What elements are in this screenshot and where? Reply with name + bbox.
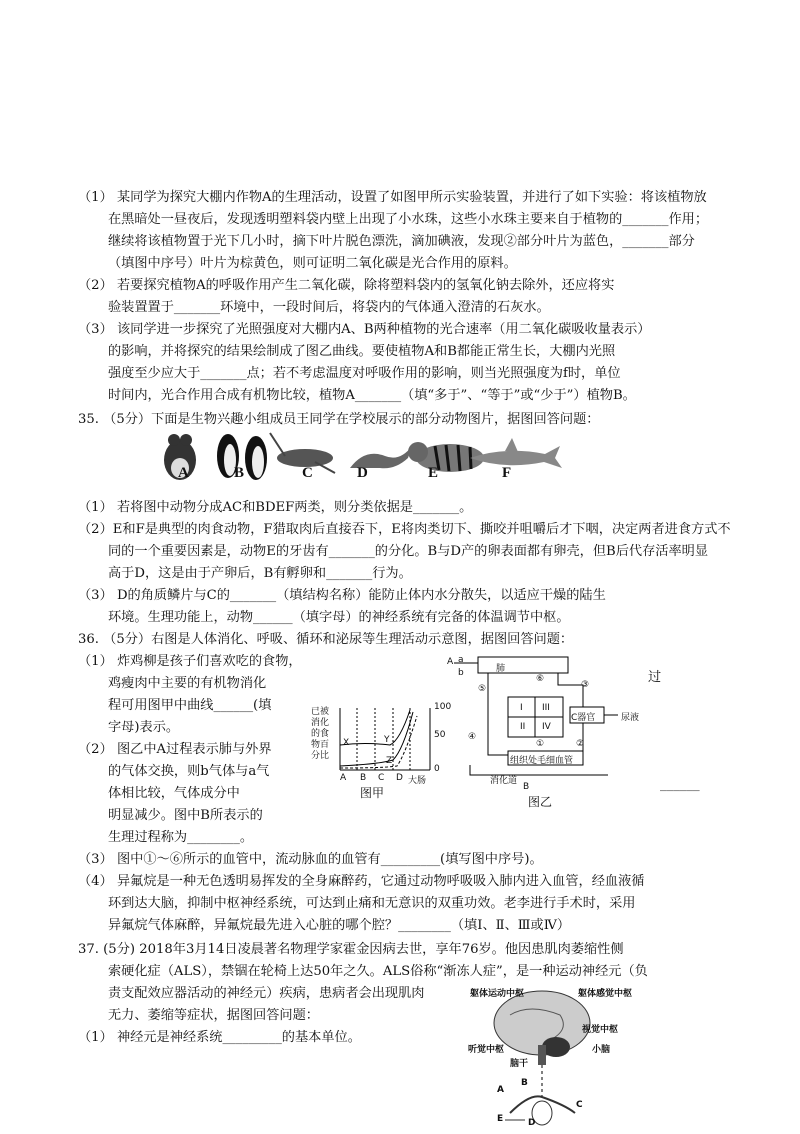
curve-z: Z xyxy=(386,756,393,766)
urine-label: 尿液 xyxy=(621,713,640,723)
vessel-2: ② xyxy=(576,739,585,749)
animal-label-b: B xyxy=(234,465,245,481)
q36-p3: （3） 图中①～⑥所示的血管中，流动脉血的血管有_________(填写图中序号)。 xyxy=(78,852,543,867)
cerebellum-label: 小脑 xyxy=(592,1045,611,1055)
nervous-system-figure xyxy=(470,985,620,1130)
q36-p2-line5: 生理过程称为________。 xyxy=(108,830,254,845)
capillary-label: 组织处毛细血管 xyxy=(510,756,574,766)
animal-label-f: F xyxy=(502,465,512,481)
q36-blank-right: ______ xyxy=(660,777,700,792)
reflex-letter-e: E xyxy=(497,1114,504,1124)
q36-p2-line3: 体相比较，气体成分中 xyxy=(108,786,240,801)
q34-p3-line1: （3） 该同学进一步探究了光照强度对大棚内A、B两种植物的光合速率（用二氧化碳吸收量表示） xyxy=(78,322,651,337)
q36-p2-line2: 的气体交换，则b气体与a气 xyxy=(108,764,270,779)
diagram-letter-a: A xyxy=(447,657,454,667)
animal-label-a: A xyxy=(178,465,189,481)
reflex-letter-a: A xyxy=(497,1085,504,1095)
q34-p1-line2: 在黑暗处一昼夜后，发现透明塑料袋内壁上出现了小水珠，这些小水珠主要来自于植物的_______作用； xyxy=(108,212,709,227)
q35-p3-line2: 环境。生理功能上，动物______（填字母）的神经系统有完备的体温调节中枢。 xyxy=(108,610,570,625)
vessel-5: ⑤ xyxy=(478,684,487,694)
q36-p4-line3: 异氟烷气体麻醉，异氟烷最先进入心脏的哪个腔？________（填Ⅰ、Ⅱ、Ⅲ或Ⅳ） xyxy=(108,918,571,933)
q36-p4-line2: 环到达大脑，抑制中枢神经系统，可达到止痛和无意识的双重功效。老李进行手术时，采用 xyxy=(108,896,636,911)
diagram-letter-b: B xyxy=(523,782,530,792)
curve-y: Y xyxy=(384,735,390,745)
reflex-letter-c: C xyxy=(576,1100,583,1110)
auditory-center-label: 听觉中枢 xyxy=(468,1045,505,1055)
q34-p3-line2: 的影响，并将探究的结果绘制成了图乙曲线。要使植物A和B都能正常生长，大棚内光照 xyxy=(108,344,616,359)
animal-label-c: C xyxy=(302,465,313,481)
tiger-picture xyxy=(408,442,484,472)
q34-p1-line3: 继续将该植物置于光下几小时，摘下叶片脱色漂洗，滴加碘液，发现②部分叶片为蓝色，_______部分 xyxy=(108,234,695,249)
q37-line2: 索硬化症（ALS），禁锢在轮椅上达50年之久。ALS俗称“渐冻人症”，是一种运动神经元（负 xyxy=(108,964,648,979)
xtick-a: A xyxy=(340,773,347,783)
q36-p1-line1: （1） 炸鸡柳是孩子们喜欢吃的食物， xyxy=(78,654,302,669)
q37-line3: 责支配效应器活动的神经元）疾病，患病者会出现肌肉 xyxy=(108,986,425,1001)
q37-line1: 37. (5分) 2018年3月14日凌晨著名物理学家霍金因病去世，享年76岁。他因患肌肉萎缩性侧 xyxy=(78,942,624,957)
gut-label: 消化道 xyxy=(490,776,518,786)
q36-p2-line4: 明显减少。图中B所表示的 xyxy=(108,808,263,823)
heart-iv: IV xyxy=(542,722,551,732)
q36-p1-line3: 程可用图甲中曲线______(填 xyxy=(108,698,272,713)
heart-iii: III xyxy=(542,703,550,713)
q34-p2-line2: 验装置置于_______环境中，一段时间后，将袋内的气体通入澄清的石灰水。 xyxy=(108,300,550,315)
vessel-3: ③ xyxy=(581,680,590,690)
digestion-ylabel: 已被 消化 的食 物百 分比 xyxy=(311,707,330,761)
shark-picture xyxy=(470,438,562,468)
q36-p4-line1: （4） 异氟烷是一种无色透明易挥发的全身麻醉药，它通过动物呼吸吸入肺内进入血管，经血液循 xyxy=(78,874,645,889)
caption-jia: 图甲 xyxy=(360,786,385,800)
vessel-1: ① xyxy=(536,739,545,749)
q34-p1-line1: （1） 某同学为探究大棚内作物A的生理活动，设置了如图甲所示实验装置，并进行了如下实验：将该植物放 xyxy=(78,190,707,205)
q35-p2-line3: 高于D，这是由于产卵后，B有孵卵和_______行为。 xyxy=(108,566,412,581)
lung-label: 肺 xyxy=(496,664,506,674)
q36-guo: 过 xyxy=(648,670,662,685)
q37-line5: （1） 神经元是神经系统_________的基本单位。 xyxy=(78,1030,361,1045)
animal-label-d: D xyxy=(357,465,368,481)
q35-p3-line1: （3） D的角质鳞片与C的_______（填结构名称）能防止体内水分散失，以适应干燥的陆生 xyxy=(78,588,606,603)
sensory-center-label: 躯体感觉中枢 xyxy=(578,989,633,999)
vessel-6: ⑥ xyxy=(536,674,545,684)
vessel-4: ④ xyxy=(468,732,477,742)
xtick-colon: 大肠 xyxy=(408,776,427,786)
xtick-d: D xyxy=(396,773,403,783)
heart-i: I xyxy=(520,703,523,713)
q34-p2-line1: （2） 若要探究植物A的呼吸作用产生二氧化碳，除将塑料袋内的氢氧化钠去除外，还应将实 xyxy=(78,278,615,293)
q34-p3-line4: 时间内，光合作用合成有机物比较，植物A_______（填“多于”、“等于”或“少于”）植物B。 xyxy=(108,388,636,403)
q34-p3-line3: 强度至少应大于_______点；若不考虑温度对呼吸作用的影响，则当光照强度为f时，单位 xyxy=(108,366,621,381)
animal-label-e: E xyxy=(428,465,439,481)
q35-p2-line1: （2）E和F是典型的肉食动物，F猎取肉后直接吞下，E将肉类切下、撕咬并咀嚼后才下咽，决定两者进食方式不 xyxy=(78,522,731,537)
visual-center-label: 视觉中枢 xyxy=(582,1025,619,1035)
heart-ii: II xyxy=(520,722,526,732)
q34-p1-line4: （填图中序号）叶片为棕黄色，则可证明二氧化碳是光合作用的原料。 xyxy=(108,256,517,271)
q35-title: 35. （5分）下面是生物兴趣小组成员王同学在学校展示的部分动物图片，据图回答问题： xyxy=(78,412,600,427)
caption-yi: 图乙 xyxy=(528,795,553,809)
reflex-letter-d: D xyxy=(528,1118,536,1128)
ytick-100: 100 xyxy=(434,702,452,712)
q36-p1-line4: 字母)表示。 xyxy=(108,720,180,735)
reflex-letter-b: B xyxy=(521,1078,528,1088)
q36-title: 36. （5分）右图是人体消化、呼吸、循环和泌尿等生理活动示意图，据图回答问题： xyxy=(78,632,574,647)
q35-p2-line2: 同的一个重要因素是，动物E的牙齿有_______的分化。B与D产的卵表面都有卵壳，但B后代存活率明显 xyxy=(108,544,709,559)
ytick-0: 0 xyxy=(434,764,440,774)
q37-line4: 无力、萎缩等症状，据图回答问题： xyxy=(108,1008,319,1023)
curve-x: X xyxy=(343,738,350,748)
ytick-50: 50 xyxy=(434,730,446,740)
diagram-letter-a-small: a xyxy=(458,655,464,665)
q35-p1: （1） 若将图中动物分成AC和BDEF两类，则分类依据是_______。 xyxy=(78,500,473,515)
xtick-b: B xyxy=(360,773,367,783)
organ-c-label: C器官 xyxy=(571,713,596,723)
q36-p2-line1: （2） 图乙中A过程表示肺与外界 xyxy=(78,742,272,757)
diagram-letter-b-small: b xyxy=(458,668,464,678)
q36-p1-line2: 鸡瘦肉中主要的有机物消化 xyxy=(108,676,267,691)
xtick-c: C xyxy=(378,773,385,783)
motor-center-label: 躯体运动中枢 xyxy=(470,989,525,999)
brainstem-label: 脑干 xyxy=(510,1059,529,1069)
